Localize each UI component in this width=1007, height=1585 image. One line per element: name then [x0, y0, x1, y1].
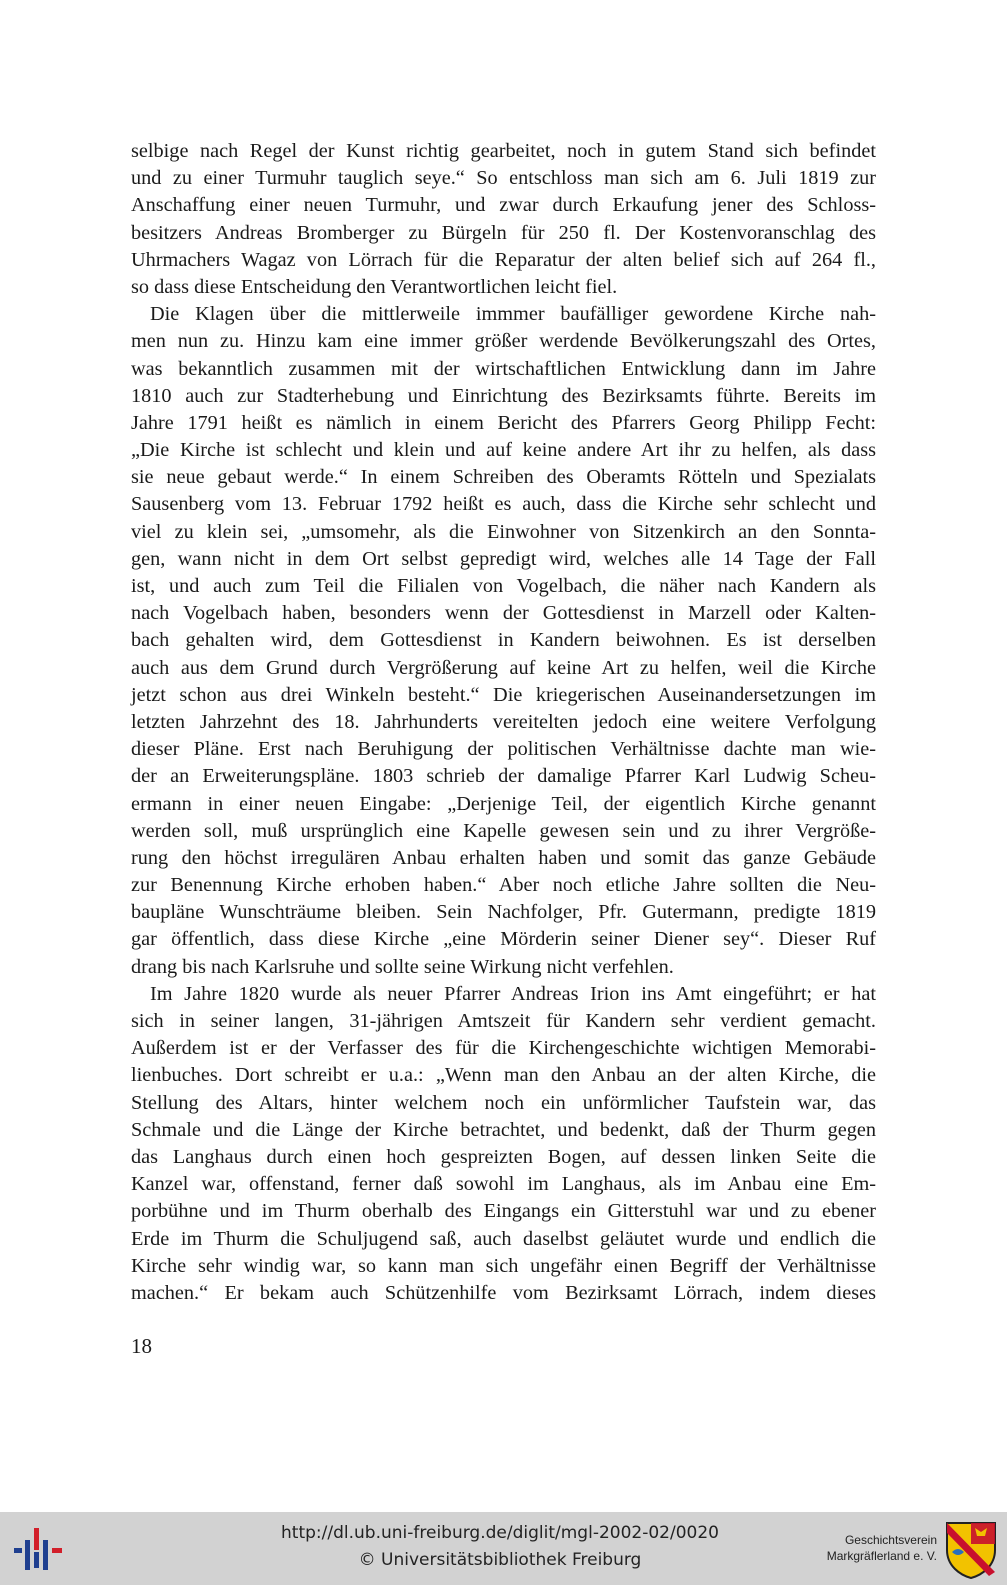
text-line: Stellung des Altars, hinter welchem noch ein unförmlicher Taufstein war, das — [131, 1091, 876, 1114]
text-line: ist, und auch zum Teil die Filialen von Vogelbach, die näher nach Kandern als — [131, 575, 876, 597]
text-line: Uhrmachers Wagaz von Lörrach für die Reparatur der alten belief sich auf 264 fl., — [131, 248, 876, 271]
text-line: lienbuches. Dort schreibt er u.a.: „Wenn man den Anbau an der alten Kirche, die — [131, 1064, 876, 1087]
text-line: Erde im Thurm die Schuljugend saß, auch daselbst geläutet wurde und endlich die — [131, 1227, 876, 1250]
text-line: Kanzel war, offenstand, ferner daß sowohl im Langhaus, als im Anbau eine Em- — [131, 1173, 876, 1196]
coat-of-arms-icon — [944, 1520, 998, 1580]
text-line: Schmale und die Länge der Kirche betrachtet, und bedenkt, daß der Thurm gegen — [131, 1118, 876, 1141]
text-line: gen, wann nicht in dem Ort selbst gepredigt wird, welches alle 14 Tage der Fall — [131, 547, 876, 570]
text-line: viel zu klein sei, „umsomehr, als die Einwohner von Sitzenkirch an den Sonnta- — [131, 520, 876, 543]
text-line: werden soll, muß ursprünglich eine Kapelle gewesen sein und zu ihrer Vergröße- — [131, 819, 876, 842]
text-line: porbühne und im Thurm oberhalb des Eingangs ein Gitterstuhl war und zu ebener — [131, 1200, 876, 1223]
text-line: selbige nach Regel der Kunst richtig gearbeitet, noch in gutem Stand sich befindet — [131, 140, 876, 162]
text-line: 1810 auch zur Stadterhebung und Einrichtung des Bezirksamts führte. Bereits im — [131, 384, 876, 407]
text-line: ermann in einer neuen Eingabe: „Derjenige Teil, der eigentlich Kirche genannt — [131, 792, 876, 815]
text-line: Außerdem ist er der Verfasser des für die Kirchengeschichte wichtigen Memorabi- — [131, 1037, 876, 1060]
footer-bar — [0, 1512, 1007, 1585]
footer-url-link[interactable]: http://dl.ub.uni-freiburg.de/diglit/mgl-2002-02/0020 — [281, 1523, 719, 1543]
text-line: zur Benennung Kirche erhoben haben.“ Aber noch etliche Jahre sollten die Neu- — [131, 874, 876, 897]
text-line: auch aus dem Grund durch Vergrößerung auf keine Art zu helfen, weil die Kirche — [131, 656, 876, 679]
text-line: Jahre 1791 heißt es nämlich in einem Bericht des Pfarrers Georg Philipp Fecht: — [131, 411, 876, 434]
text-line: men nun zu. Hinzu kam eine immer größer werdende Bevölkerungszahl des Ortes, — [131, 330, 876, 353]
text-line: baupläne Wunschträume bleiben. Sein Nachfolger, Pfr. Gutermann, predigte 1819 — [131, 901, 876, 924]
text-line: Anschaffung einer neuen Turmuhr, und zwar durch Erkaufung jener des Schloss- — [131, 194, 876, 217]
text-line: der an Erweiterungspläne. 1803 schrieb der damalige Pfarrer Karl Ludwig Scheu- — [131, 765, 876, 788]
text-line: Die Klagen über die mittlerweile immmer baufälliger gewordene Kirche nah- — [150, 303, 876, 326]
text-line: Kirche sehr windig war, so kann man sich ungefähr einen Begriff der Verhältnisse — [131, 1254, 876, 1277]
text-line: sie neue gebaut werde.“ In einem Schreiben des Oberamts Rötteln und Spezialats — [131, 466, 876, 489]
text-line: das Langhaus durch einen hoch gespreizten Bogen, auf dessen linken Seite die — [131, 1145, 876, 1168]
society-name-line2: Markgräflerland e. V. — [826, 1549, 937, 1563]
body-text — [131, 138, 876, 1307]
text-line: sich in seiner langen, 31-jährigen Amtszeit für Kandern sehr verdient gemacht. — [131, 1010, 876, 1032]
ub-freiburg-logo-icon[interactable] — [14, 1526, 64, 1576]
text-line: nach Vogelbach haben, besonders wenn der Gottesdienst in Marzell oder Kalten- — [131, 602, 876, 625]
text-line: gar öffentlich, dass diese Kirche „eine Mörderin seiner Diener sey“. Dieser Ruf — [131, 928, 876, 951]
text-line: Sausenberg vom 13. Februar 1792 heißt es auch, dass die Kirche sehr schlecht und — [131, 493, 876, 516]
footer-copyright: © Universitätsbibliothek Freiburg — [358, 1550, 642, 1570]
text-line: so dass diese Entscheidung den Verantwortlichen leicht fiel. — [131, 275, 618, 298]
text-line: Im Jahre 1820 wurde als neuer Pfarrer Andreas Irion ins Amt eingeführt; er hat — [150, 982, 876, 1005]
text-line: „Die Kirche ist schlecht und klein und auf keine andere Art ihr zu helfen, als dass — [131, 439, 876, 462]
footer-citation — [200, 1520, 800, 1574]
text-line: und zu einer Turmuhr tauglich seye.“ So entschloss man sich am 6. Juli 1819 zur — [131, 167, 876, 190]
text-line: was bekanntlich zusammen mit der wirtschaftlichen Entwicklung dann im Jahre — [131, 357, 876, 380]
text-line: machen.“ Er bekam auch Schützenhilfe vom Bezirksamt Lörrach, indem dieses — [131, 1281, 876, 1304]
text-line: letzten Jahrzehnt des 18. Jahrhunderts vereitelten jedoch eine weitere Verfolgung — [131, 710, 876, 733]
text-line: jetzt schon aus drei Winkeln besteht.“ Die kriegerischen Auseinandersetzungen im — [131, 683, 876, 706]
text-line: rung den höchst irregulären Anbau erhalten haben und somit das ganze Gebäude — [131, 846, 876, 869]
text-line: bach gehalten wird, dem Gottesdienst in Kandern beiwohnen. Es ist derselben — [131, 629, 876, 652]
page-number: 18 — [131, 1334, 152, 1358]
text-line: drang bis nach Karlsruhe und sollte seine Wirkung nicht verfehlen. — [131, 955, 674, 978]
text-line: besitzers Andreas Bromberger zu Bürgeln für 250 fl. Der Kostenvoranschlag des — [131, 221, 876, 244]
text-line: dieser Pläne. Erst nach Beruhigung der politischen Verhältnisse dachte man wie- — [131, 738, 876, 761]
society-name — [827, 1532, 937, 1564]
society-name-line1: Geschichtsverein — [844, 1533, 937, 1547]
